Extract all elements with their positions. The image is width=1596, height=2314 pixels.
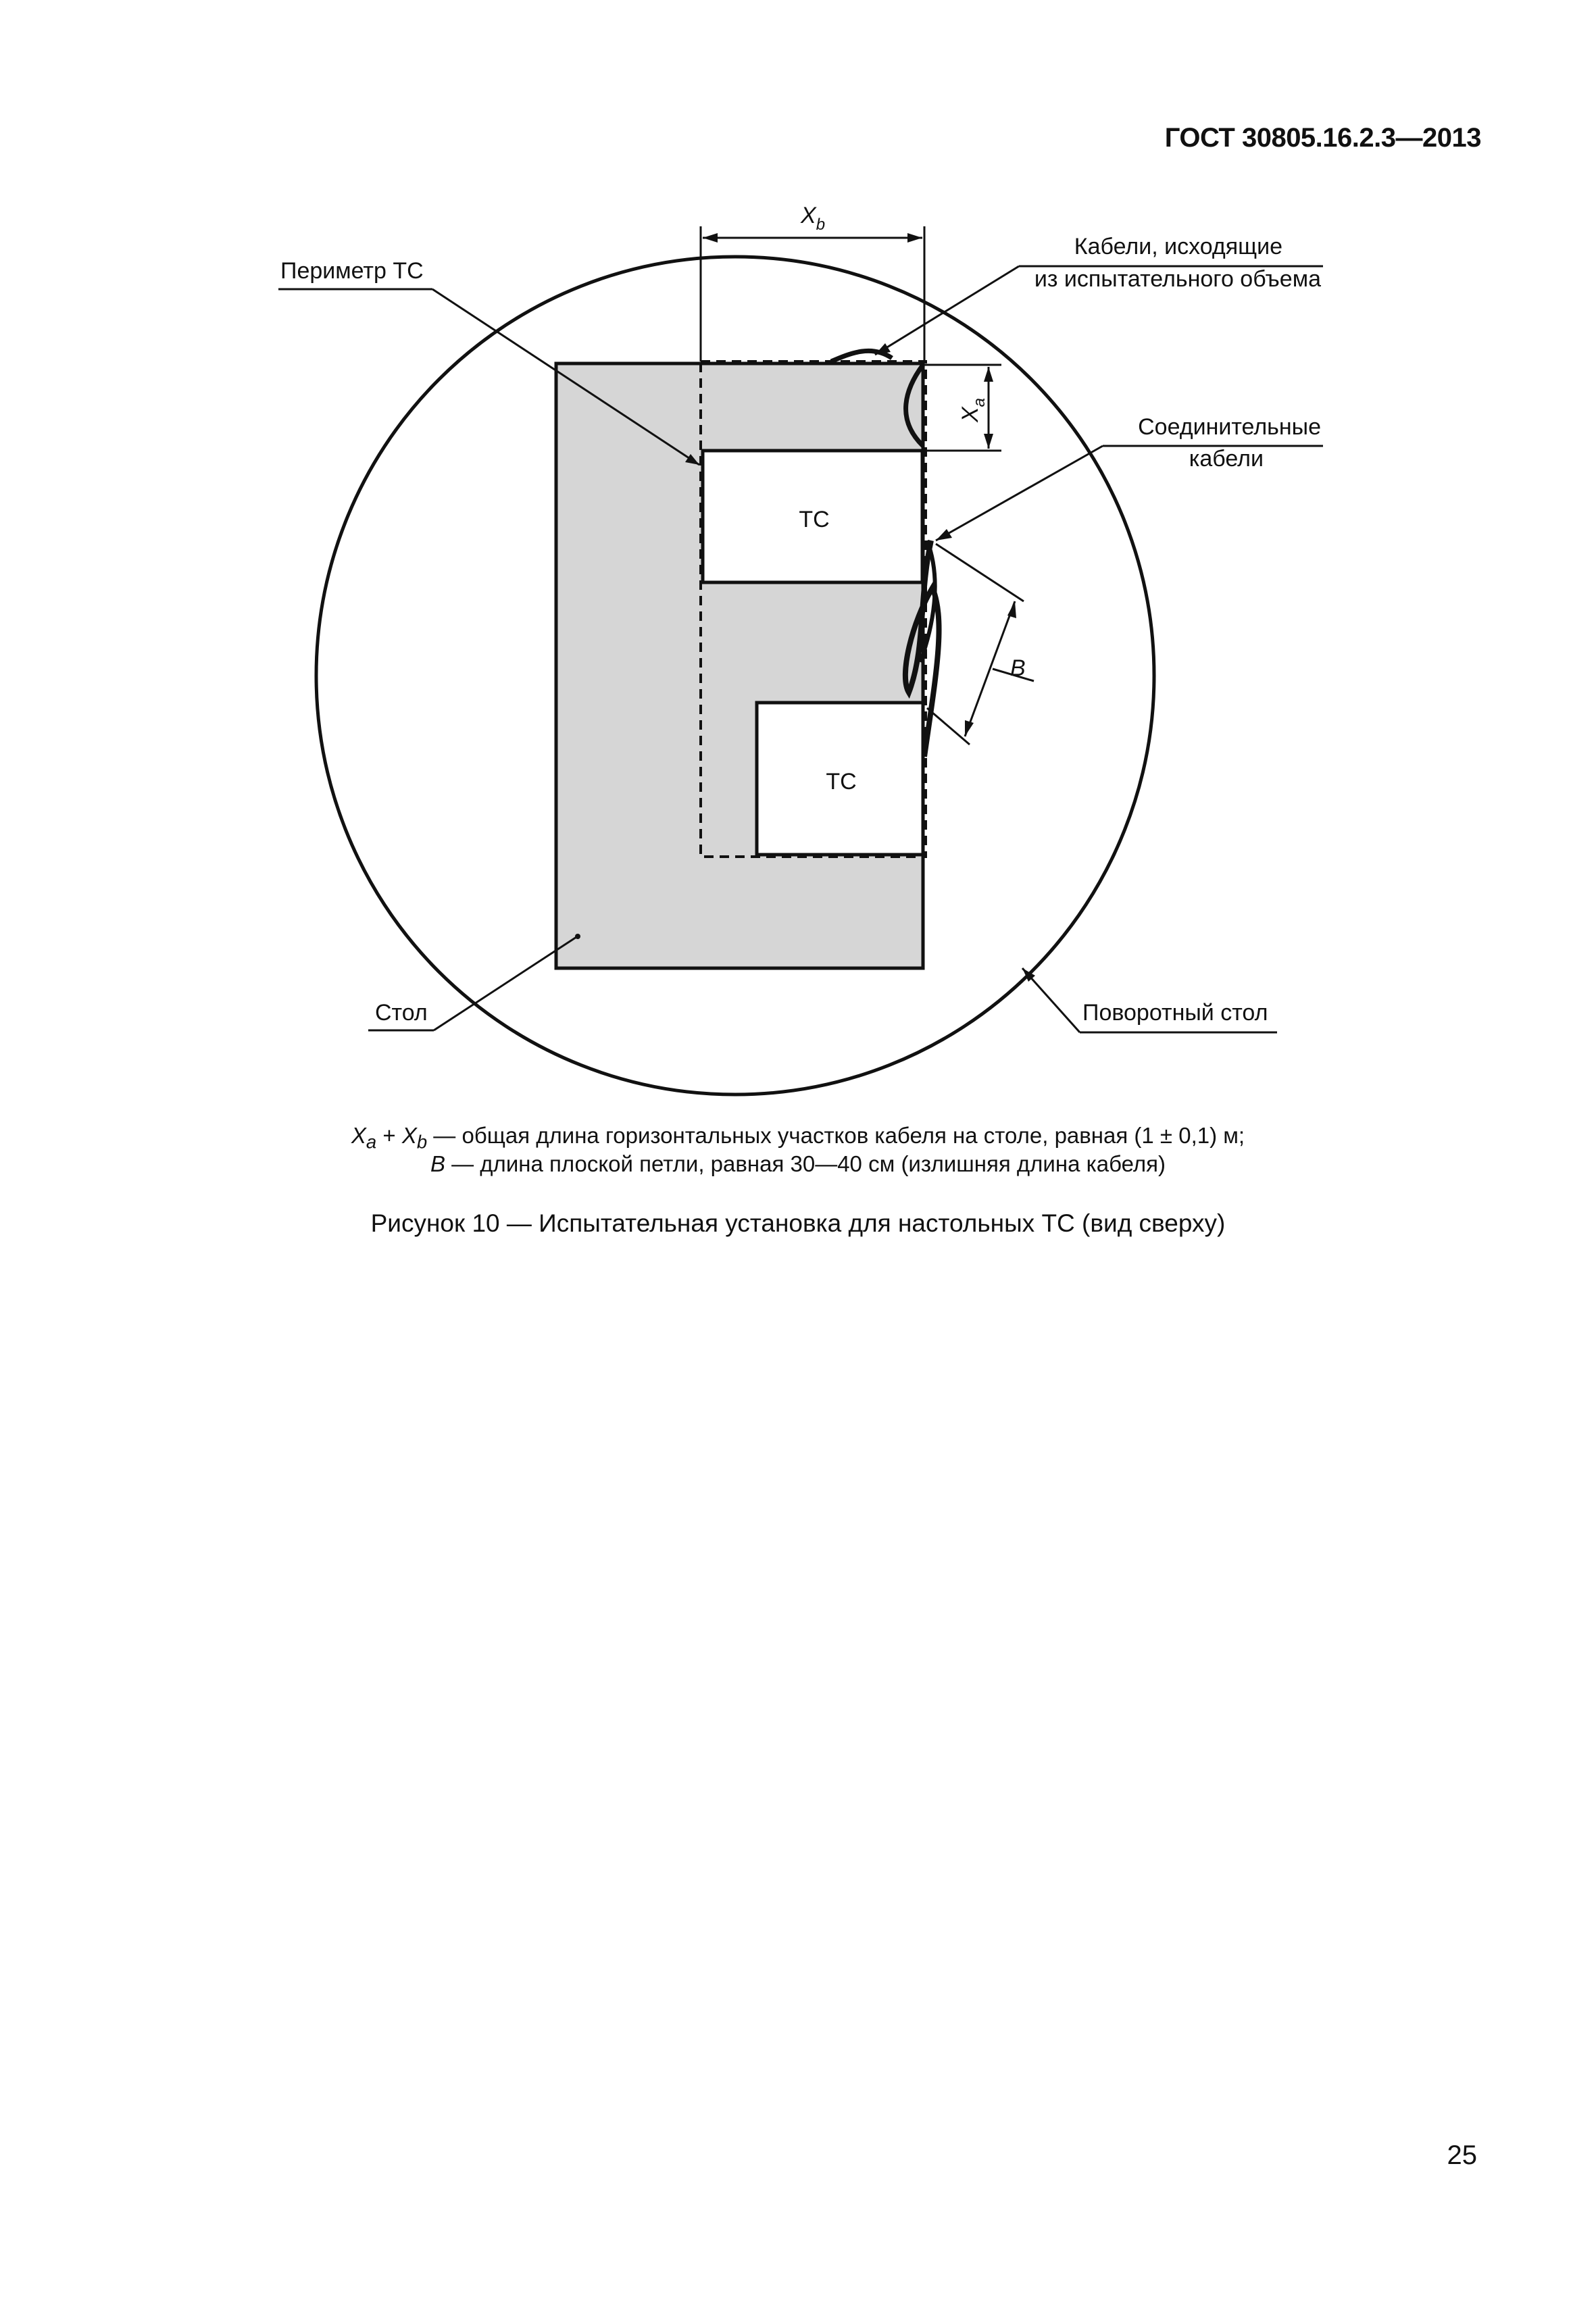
callout-connecting-leader <box>936 446 1103 540</box>
xb-arrow-right <box>907 233 922 243</box>
xb-label: $X_b$ <box>801 203 826 234</box>
callout-connecting-1: Соединительные <box>1138 414 1321 440</box>
legend-line-1: $X_a + X_b$ — общая длина горизонтальных участков кабеля на столе, равная (1 ± 0,1) м; <box>351 1123 1245 1153</box>
eut-label-2: ТС <box>826 769 857 795</box>
xa-label: $X_a$ <box>957 397 989 422</box>
xa-arrow-top <box>984 367 993 382</box>
callout-cables-out-1: Кабели, исходящие <box>1074 234 1282 259</box>
callout-table-leader <box>434 937 576 1030</box>
b-label: B <box>1010 655 1026 681</box>
callout-perimeter: Периметр ТС <box>280 258 424 284</box>
legend-line-2: B — длина плоской петли, равная 30—40 см (излишняя длина кабеля) <box>430 1151 1166 1176</box>
page-number: 25 <box>1447 2140 1477 2170</box>
b-ext-top <box>936 544 1024 601</box>
b-dim-line <box>965 601 1015 736</box>
callout-cables-out-leader <box>875 266 1019 355</box>
callout-cables-out-arrow <box>875 343 891 355</box>
standard-header: ГОСТ 30805.16.2.3—2013 <box>1164 123 1481 153</box>
xa-arrow-bottom <box>984 434 993 449</box>
callout-table: Стол <box>375 1000 428 1026</box>
callout-turntable: Поворотный стол <box>1082 1000 1268 1026</box>
eut-label-1: ТС <box>799 507 830 532</box>
xb-arrow-left <box>703 233 718 243</box>
b-ext-bottom <box>927 708 970 745</box>
callout-connecting-2: кабели <box>1189 446 1264 472</box>
b-arrow-bottom <box>965 720 974 736</box>
callout-cables-out-2: из испытательного объема <box>1034 266 1321 292</box>
test-setup-figure <box>0 0 1596 1115</box>
b-arrow-top <box>1007 601 1016 618</box>
callout-table-dot <box>575 934 580 939</box>
figure-caption: Рисунок 10 — Испытательная установка для настольных ТС (вид сверху) <box>370 1209 1226 1237</box>
callout-connecting-arrow <box>936 529 952 540</box>
